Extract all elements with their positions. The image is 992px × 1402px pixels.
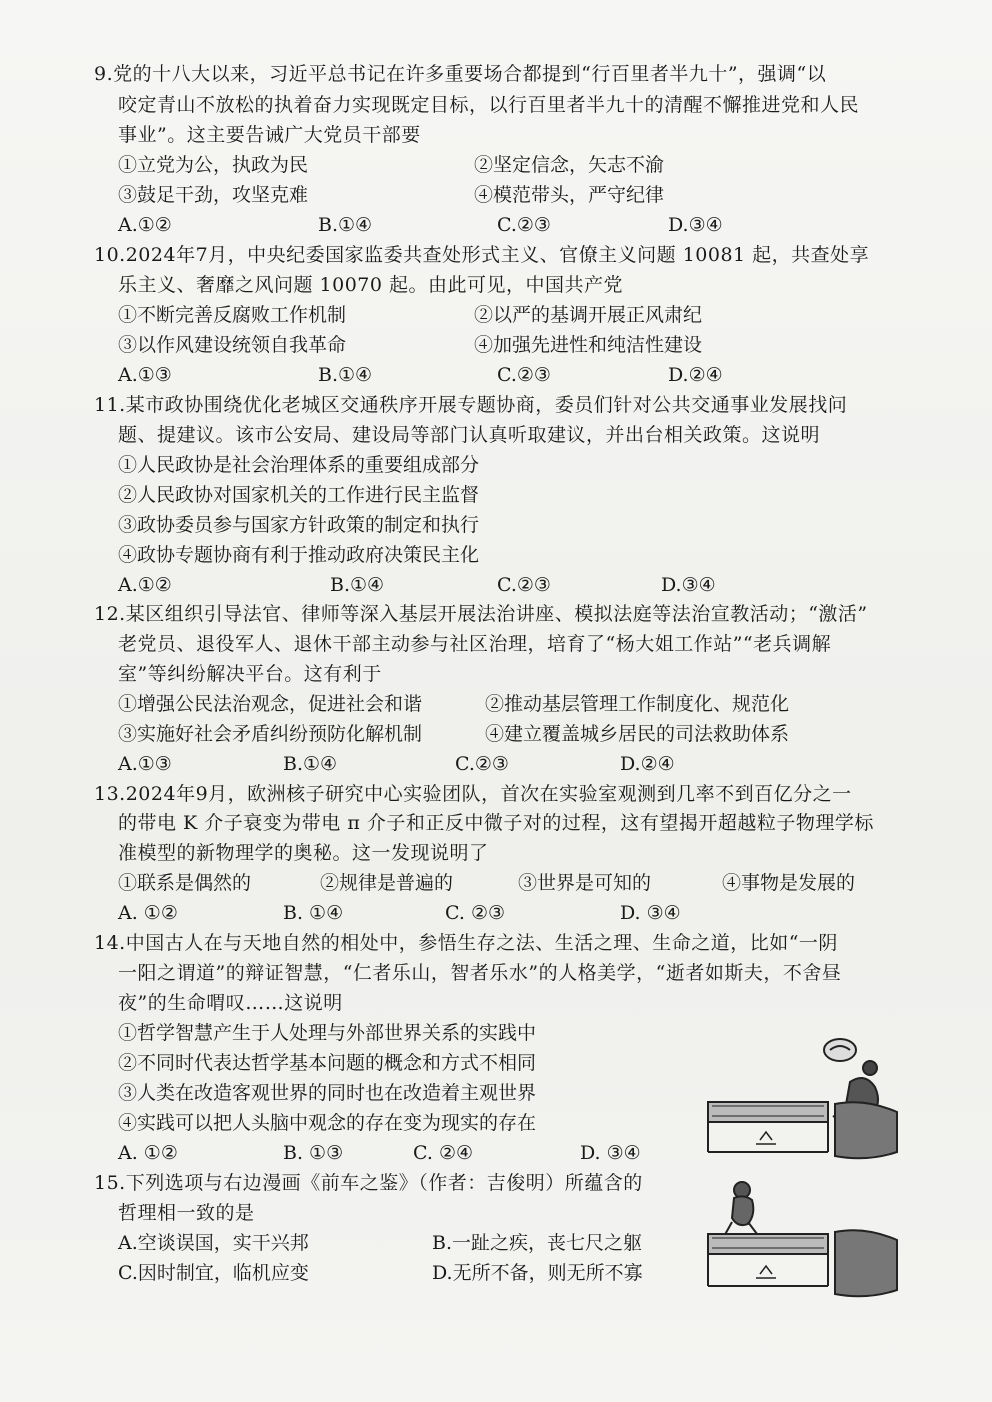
- q13-item-1: ①联系是偶然的: [118, 872, 252, 894]
- q13-line-1: 13.2024年9月，欧洲核子研究中心实验团队，首次在实验室观测到几率不到百亿分之一: [94, 783, 852, 805]
- q15-line-2: 哲理相一致的是: [118, 1202, 255, 1224]
- cartoon-upper-panel: [708, 1039, 897, 1158]
- q9-line-2: 咬定青山不放松的执着奋力实现既定目标，以行百里者半九十的清醒不懈推进党和人民: [118, 94, 860, 116]
- q15-line-1: 15.下列选项与右边漫画《前车之鉴》（作者：吉俊明）所蕴含的: [94, 1172, 643, 1194]
- q12-choice-b: B.①④: [283, 753, 338, 775]
- q10-item-3: ③以作风建设统领自我革命: [118, 334, 347, 356]
- q12-line-3: 室”等纠纷解决平台。这有利于: [118, 663, 382, 685]
- q12-choice-c: C.②③: [455, 753, 509, 775]
- q14-line-1: 14.中国古人在与天地自然的相处中，参悟生存之法、生活之理、生命之道，比如“一阴: [94, 932, 838, 954]
- q9-item-1: ①立党为公，执政为民: [118, 154, 309, 176]
- q12-choice-a: A.①③: [118, 753, 172, 775]
- q13-item-4: ④事物是发展的: [722, 872, 856, 894]
- q13-choice-d: D. ③④: [620, 902, 681, 924]
- q15-choice-c: C.因时制宜，临机应变: [118, 1262, 309, 1284]
- q15-choice-b: B.一趾之疾，丧七尺之躯: [432, 1232, 643, 1254]
- q10-choice-b: B.①④: [318, 364, 373, 386]
- q12-item-4: ④建立覆盖城乡居民的司法救助体系: [485, 723, 790, 745]
- q11-line-1: 11.某市政协围绕优化老城区交通秩序开展专题协商，委员们针对公共交通事业发展找问: [94, 394, 848, 416]
- q9-item-3: ③鼓足干劲，攻坚克难: [118, 184, 309, 206]
- q15-choice-a: A.空谈误国，实干兴邦: [118, 1232, 309, 1254]
- q12-line-2: 老党员、退役军人、退休干部主动参与社区治理，培育了“杨大姐工作站”“老兵调解: [118, 633, 832, 655]
- q13-choice-a: A. ①②: [118, 902, 178, 924]
- q14-choice-d: D. ③④: [580, 1142, 641, 1164]
- q13-choice-c: C. ②③: [445, 902, 506, 924]
- q13-line-2: 的带电 K 介子衰变为带电 π 介子和正反中微子对的过程，这有望揭开超越粒子物理学标: [118, 812, 874, 834]
- q14-choice-c: C. ②④: [413, 1142, 474, 1164]
- q9-choice-b: B.①④: [318, 214, 373, 236]
- q14-item-2: ②不同时代表达哲学基本问题的概念和方式不相同: [118, 1052, 537, 1074]
- q12-item-1: ①增强公民法治观念，促进社会和谐: [118, 693, 423, 715]
- q11-item-2: ②人民政协对国家机关的工作进行民主监督: [118, 484, 480, 506]
- q15-choice-d: D.无所不备，则无所不寡: [432, 1262, 643, 1284]
- q11-choice-c: C.②③: [497, 574, 551, 596]
- cartoon-illustration: [700, 1022, 905, 1312]
- q14-line-3: 夜”的生命喟叹……这说明: [118, 992, 343, 1014]
- q9-choice-c: C.②③: [497, 214, 551, 236]
- q10-line-1: 10.2024年7月，中央纪委国家监委共查处形式主义、官僚主义问题 10081 起，共查处享: [94, 244, 870, 266]
- q10-item-1: ①不断完善反腐败工作机制: [118, 304, 347, 326]
- q10-choice-d: D.②④: [668, 364, 723, 386]
- q13-item-3: ③世界是可知的: [518, 872, 652, 894]
- q9-choice-a: A.①②: [118, 214, 172, 236]
- q12-choice-d: D.②④: [620, 753, 675, 775]
- q9-line-1: 9.党的十八大以来，习近平总书记在许多重要场合都提到“行百里者半九十”，强调“以: [94, 63, 827, 85]
- q13-choice-b: B. ①④: [283, 902, 344, 924]
- q14-line-2: 一阳之谓道”的辩证智慧，“仁者乐山，智者乐水”的人格美学，“逝者如斯夫，不舍昼: [118, 962, 842, 984]
- q9-item-2: ②坚定信念，矢志不渝: [474, 154, 665, 176]
- q10-item-4: ④加强先进性和纯洁性建设: [474, 334, 703, 356]
- q10-line-2: 乐主义、奢靡之风问题 10070 起。由此可见，中国共产党: [118, 274, 624, 296]
- q11-item-3: ③政协委员参与国家方针政策的制定和执行: [118, 514, 480, 536]
- q12-item-2: ②推动基层管理工作制度化、规范化: [485, 693, 790, 715]
- q14-choice-b: B. ①③: [283, 1142, 344, 1164]
- q11-choice-d: D.③④: [661, 574, 716, 596]
- q14-item-4: ④实践可以把人头脑中观念的存在变为现实的存在: [118, 1112, 537, 1134]
- cartoon-lower-panel: [708, 1182, 897, 1296]
- q12-line-1: 12.某区组织引导法官、律师等深入基层开展法治讲座、模拟法庭等法治宣教活动；“激活”: [94, 603, 868, 625]
- q11-line-2: 题、提建议。该市公安局、建设局等部门认真听取建议，并出台相关政策。这说明: [118, 424, 821, 446]
- q14-choice-a: A. ①②: [118, 1142, 178, 1164]
- q13-item-2: ②规律是普遍的: [320, 872, 454, 894]
- q10-choice-a: A.①③: [118, 364, 172, 386]
- q11-item-1: ①人民政协是社会治理体系的重要组成部分: [118, 454, 480, 476]
- q12-item-3: ③实施好社会矛盾纠纷预防化解机制: [118, 723, 423, 745]
- q11-choice-b: B.①④: [330, 574, 385, 596]
- q9-line-3: 事业”。这主要告诫广大党员干部要: [118, 124, 421, 146]
- q9-choice-d: D.③④: [668, 214, 723, 236]
- q10-choice-c: C.②③: [497, 364, 551, 386]
- q11-choice-a: A.①②: [118, 574, 172, 596]
- q10-item-2: ②以严的基调开展正风肃纪: [474, 304, 703, 326]
- q14-item-3: ③人类在改造客观世界的同时也在改造着主观世界: [118, 1082, 537, 1104]
- q13-line-3: 准模型的新物理学的奥秘。这一发现说明了: [118, 842, 489, 864]
- q9-item-4: ④模范带头，严守纪律: [474, 184, 665, 206]
- q11-item-4: ④政协专题协商有利于推动政府决策民主化: [118, 544, 480, 566]
- q14-item-1: ①哲学智慧产生于人处理与外部世界关系的实践中: [118, 1022, 537, 1044]
